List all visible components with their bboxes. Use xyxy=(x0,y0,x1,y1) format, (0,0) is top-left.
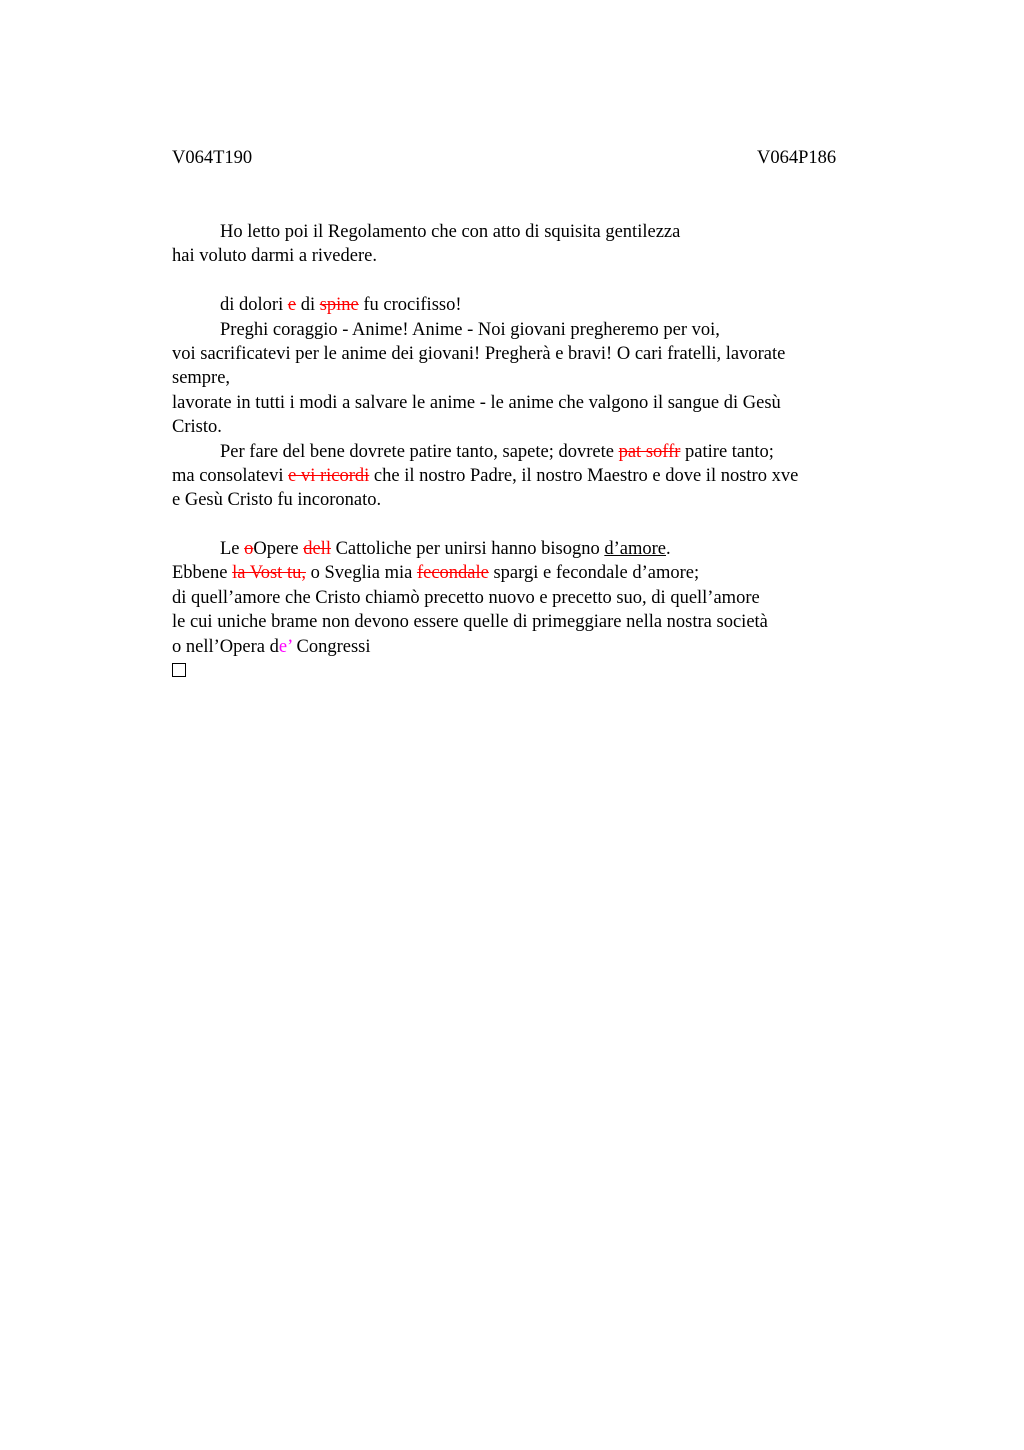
text-run: Opere xyxy=(253,539,304,560)
blank-line xyxy=(172,513,892,537)
text-run: spargi e fecondale d’amore; xyxy=(488,563,700,584)
para3-line3: sempre, xyxy=(172,368,231,389)
deleted-text: pat soffr xyxy=(618,441,681,462)
para5-line5 xyxy=(172,635,892,659)
text-run: patire tanto; xyxy=(680,441,774,462)
blank-line xyxy=(172,269,892,293)
inserted-text: e’ xyxy=(278,636,292,657)
text-run: Cattoliche per unirsi hanno bisogno xyxy=(330,539,605,560)
para3-line2: voi sacrificatevi per le anime dei giovani! Pregherà e bravi! O cari fratelli, lavorate xyxy=(172,343,786,364)
text-run: Congressi xyxy=(291,636,371,657)
para5-line3: di quell’amore che Cristo chiamò precetto nuovo e precetto suo, di quell’amore xyxy=(172,587,760,608)
para4-line1 xyxy=(172,440,892,464)
para3-line1: Preghi coraggio - Anime! Anime - Noi giovani pregheremo per voi, xyxy=(220,319,720,340)
deleted-text: e vi ricordi xyxy=(288,465,370,486)
text-run: ma consolatevi xyxy=(172,465,289,486)
para4-line3: e Gesù Cristo fu incoronato. xyxy=(172,490,382,511)
text-run: Per fare del bene dovrete patire tanto, sapete; dovrete xyxy=(220,441,619,462)
text-run: di xyxy=(296,295,320,316)
para2-line1 xyxy=(172,293,892,317)
deleted-text: e xyxy=(287,295,297,316)
para1-line1: Ho letto poi il Regolamento che con atto di squisita gentilezza xyxy=(220,222,681,242)
document-id-left: V064T190 xyxy=(172,148,253,168)
deleted-text: spine xyxy=(319,295,359,316)
text-run: Ebbene xyxy=(172,563,233,584)
deleted-text: dell xyxy=(303,539,331,560)
empty-box-icon xyxy=(172,663,186,677)
underlined-text: d’amore xyxy=(604,539,666,560)
text-run: di dolori xyxy=(220,295,288,316)
text-run: . xyxy=(665,539,671,560)
para3-line5: Cristo. xyxy=(172,417,222,438)
para1-line2: hai voluto darmi a rivedere. xyxy=(172,246,377,267)
deleted-text: fecondale xyxy=(416,563,489,584)
para3-line4: lavorate in tutti i modi a salvare le anime - le anime che valgono il sangue di Gesù xyxy=(172,392,781,413)
document-id-right: V064P186 xyxy=(757,148,837,168)
end-marker-line xyxy=(172,659,892,683)
para5-line4: le cui uniche brame non devono essere quelle di primeggiare nella nostra società xyxy=(172,612,768,633)
text-run: Le xyxy=(220,539,245,560)
text-run: o nell’Opera d xyxy=(172,636,279,657)
text-run: che il nostro Padre, il nostro Maestro e dove il nostro xve xyxy=(369,465,799,486)
para5-line2 xyxy=(172,561,892,585)
text-run: fu crocifisso! xyxy=(358,295,462,316)
text-run: o Sveglia mia xyxy=(305,563,417,584)
para5-line1 xyxy=(172,537,892,561)
deleted-text: la Vost tu, xyxy=(232,563,306,584)
deleted-text: o xyxy=(244,539,254,560)
transcription-body xyxy=(172,220,892,683)
para4-line2 xyxy=(172,464,892,488)
